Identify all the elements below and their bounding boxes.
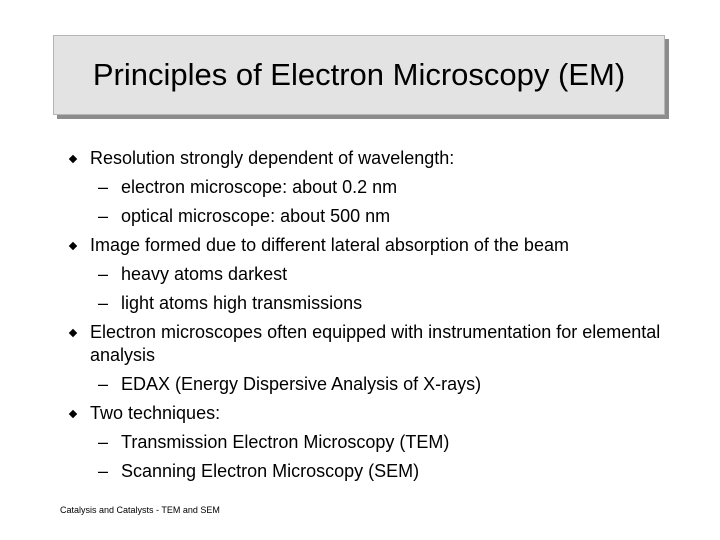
sub-bullet-text: EDAX (Energy Dispersive Analysis of X-rays) — [121, 374, 482, 394]
sub-bullet-item — [60, 263, 680, 286]
bullet-item — [60, 402, 680, 425]
slide-title: Principles of Electron Microscopy (EM) — [92, 57, 626, 92]
bullet-item — [60, 234, 680, 257]
dash-marker: – — [98, 264, 109, 284]
slide-footer: Catalysis and Catalysts - TEM and SEM — [60, 505, 220, 515]
sub-bullet-item — [60, 292, 680, 315]
title-box — [53, 35, 665, 115]
sub-bullet-text: electron microscope: about 0.2 nm — [121, 177, 398, 197]
bullet-item — [60, 321, 680, 367]
sub-bullet-item — [60, 460, 680, 483]
diamond-bullet-icon — [66, 407, 79, 420]
diamond-bullet-icon — [66, 326, 79, 339]
dash-marker: – — [98, 206, 109, 226]
sub-bullet-item — [60, 431, 680, 454]
sub-bullet-text: light atoms high transmissions — [121, 293, 363, 313]
bullet-text: Electron microscopes often equipped with instrumentation for elemental analysis — [90, 322, 661, 365]
bullet-text: Image formed due to different lateral absorption of the beam — [90, 235, 569, 255]
sub-bullet-text: Transmission Electron Microscopy (TEM) — [121, 432, 450, 452]
sub-bullet-item — [60, 205, 680, 228]
sub-bullet-text: Scanning Electron Microscopy (SEM) — [121, 461, 420, 481]
dash-marker: – — [98, 461, 109, 481]
dash-marker: – — [98, 432, 109, 452]
dash-marker: – — [98, 293, 109, 313]
diamond-bullet-icon — [66, 239, 79, 252]
dash-marker: – — [98, 374, 109, 394]
bullet-item — [60, 147, 680, 170]
sub-bullet-text: heavy atoms darkest — [121, 264, 288, 284]
sub-bullet-item — [60, 373, 680, 396]
bullet-text: Two techniques: — [90, 403, 221, 423]
diamond-bullet-icon — [66, 152, 79, 165]
sub-bullet-item — [60, 176, 680, 199]
bullet-list — [60, 147, 680, 483]
sub-bullet-text: optical microscope: about 500 nm — [121, 206, 391, 226]
bullet-text: Resolution strongly dependent of wavelength: — [90, 148, 455, 168]
dash-marker: – — [98, 177, 109, 197]
